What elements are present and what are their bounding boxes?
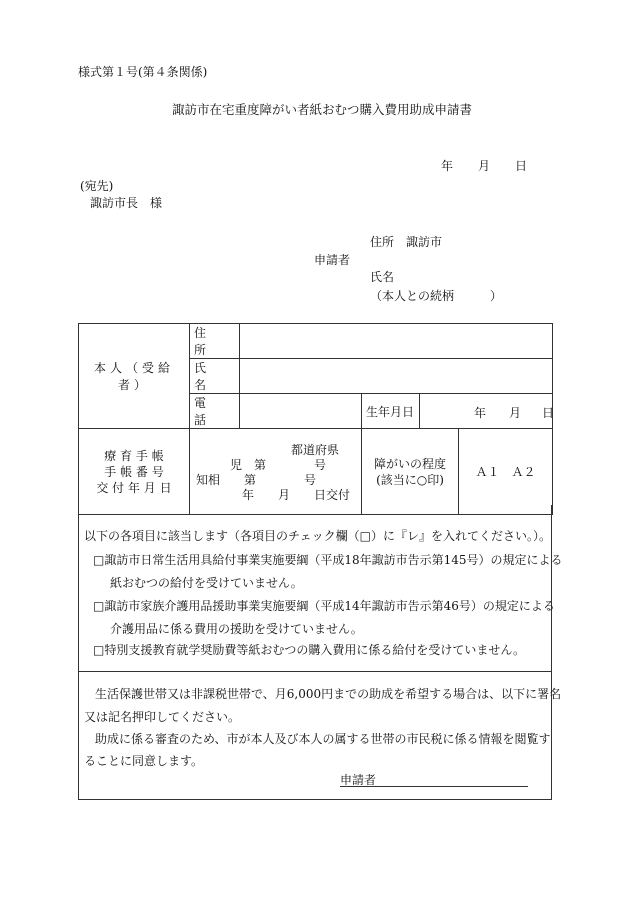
notebook-label-2: 手 帳 番 号 <box>104 464 164 479</box>
degree-label-1: 障がいの程度 <box>373 456 446 471</box>
addressee-to: (宛先) <box>80 179 114 193</box>
check-item-1-cont: 紙おむつの給付を受けていません。 <box>110 576 303 590</box>
degree-label-2: (該当に○印) <box>376 472 444 487</box>
chiso-number: 知相 第 号 <box>196 472 317 487</box>
birth-field[interactable] <box>420 394 553 429</box>
checks-intro: 以下の各項目に該当します（各項目のチェック欄（□）に『レ』を入れてください。）。 <box>84 529 551 543</box>
consent-line-1: 生活保護世帯又は非課税世帯で、月6,000円までの助成を希望する場合は、以下に署名 <box>95 687 562 701</box>
signature-label: 申請者 <box>340 773 377 787</box>
date-month: 月 <box>478 159 491 173</box>
applicant-relation-label: （本人との続柄 ） <box>370 289 503 303</box>
issued-date: 年 月 日交付 <box>242 487 351 502</box>
consent-line-4: ることに同意します。 <box>84 754 204 768</box>
form-title: 諏訪市在宅重度障がい者紙おむつ購入費用助成申請書 <box>172 102 473 117</box>
check-item-2[interactable]: □諏訪市家族介護用品援助事業実施要綱（平成14年諏訪市告示第46号）の規定による <box>93 599 555 613</box>
jido-number: 児 第 号 <box>230 457 327 472</box>
birth-day: 日 <box>542 406 555 420</box>
name-label: 氏 名 <box>190 359 240 394</box>
address-field[interactable] <box>240 324 553 359</box>
degree-values[interactable]: Ａ１ Ａ２ <box>459 429 553 515</box>
date-day: 日 <box>515 159 528 173</box>
recipient-label: 本人（受給者） <box>79 324 190 429</box>
check-item-1[interactable]: □諏訪市日常生活用具給付事業実施要綱（平成18年諏訪市告示第145号）の規定による <box>93 553 563 567</box>
notebook-label <box>79 429 190 515</box>
signature-line[interactable] <box>340 786 528 787</box>
degree-label <box>362 429 459 515</box>
recipient-table <box>78 323 553 515</box>
check-item-3[interactable]: □特別支援教育就学奨励費等紙おむつの購入費用に係る給付を受けていません。 <box>93 643 526 657</box>
date-year: 年 <box>441 159 454 173</box>
applicant-address-label: 住所 諏訪市 <box>370 235 443 249</box>
name-field[interactable] <box>240 359 553 394</box>
phone-label: 電 話 <box>190 394 240 429</box>
prefecture-label: 都道府県 <box>291 442 340 457</box>
notebook-label-1: 療 育 手 帳 <box>104 448 164 463</box>
birth-label: 生年月日 <box>362 394 420 429</box>
applicant-label: 申請者 <box>314 253 351 267</box>
consent-line-3: 助成に係る審査のため、市が本人及び本人の属する世帯の市民税に係る情報を閲覧す <box>95 732 551 746</box>
address-label: 住 所 <box>190 324 240 359</box>
applicant-name-label: 氏名 <box>370 270 395 284</box>
notebook-label-3: 交 付 年 月 日 <box>96 480 172 495</box>
consent-line-2: 又は記名押印してください。 <box>84 710 241 724</box>
birth-year: 年 <box>474 406 487 420</box>
form-number: 様式第１号(第４条関係) <box>78 65 208 79</box>
addressee-name: 諏訪市長 様 <box>90 196 163 210</box>
phone-field[interactable] <box>240 394 362 429</box>
birth-month: 月 <box>509 406 522 420</box>
check-item-2-cont: 介護用品に係る費用の援助を受けていません。 <box>110 622 363 636</box>
notebook-field[interactable] <box>190 429 362 515</box>
